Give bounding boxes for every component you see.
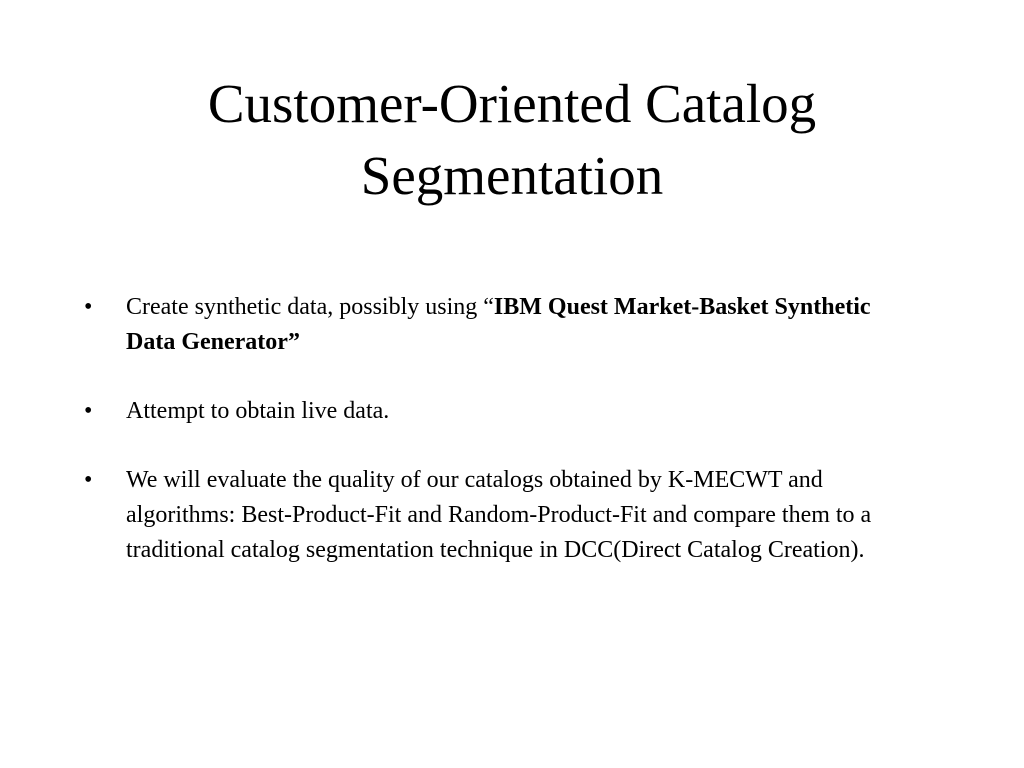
bullet-text: Attempt to obtain live data. xyxy=(126,398,390,424)
bullet-list xyxy=(84,290,914,568)
slide-title-line-2: Segmentation xyxy=(360,145,664,206)
bullet-item-live-data xyxy=(84,394,914,429)
bullet-item-synthetic-data xyxy=(84,290,914,360)
bullet-point-icon: • xyxy=(84,467,93,493)
bullet-text: Create synthetic data, possibly using “ xyxy=(126,294,494,320)
slide-title-line-1: Customer-Oriented Catalog xyxy=(207,73,817,134)
bullet-text: We will evaluate the quality of our catalogs obtained by K-MECWT and algorithms: Best-Product-Fit and Random-Product-Fit and compare them to a traditional catalog segmentation technique in DCC(Direct Catalog Creation). xyxy=(126,467,872,563)
bullet-point-icon: • xyxy=(84,398,93,424)
bullet-text-bold: IBM Quest Market-Basket Synthetic Data Generator” xyxy=(126,294,871,355)
bullet-item-evaluation xyxy=(84,463,914,568)
slide-title xyxy=(60,68,964,212)
bullet-point-icon: • xyxy=(84,294,93,320)
